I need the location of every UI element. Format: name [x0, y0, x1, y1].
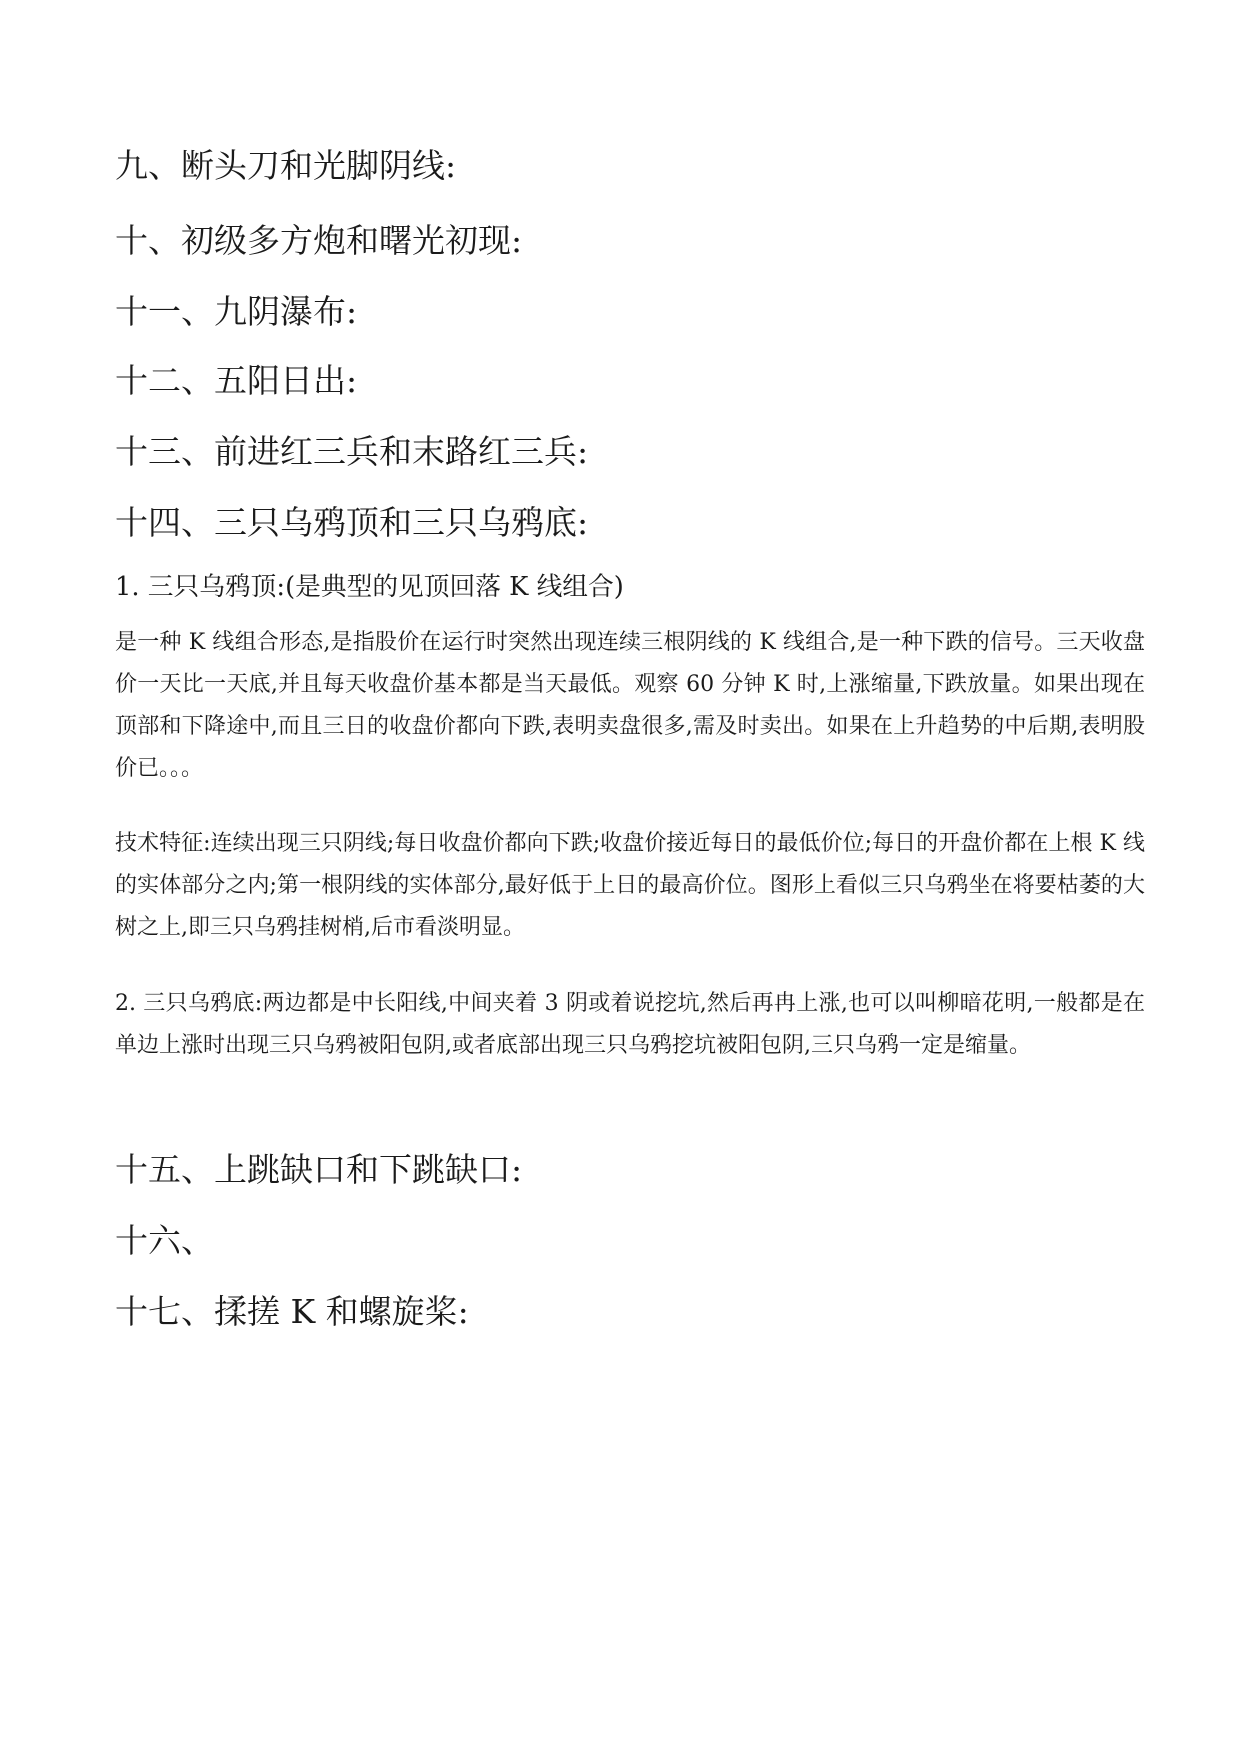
paragraph-three-crows-bottom: 2. 三只乌鸦底:两边都是中长阳线,中间夹着 3 阴或着说挖坑,然后再冉上涨,也可以叫柳暗花明,一般都是在单边上涨时出现三只乌鸦被阳包阴,或者底部出现三只乌鸦挖坑被阳包阴,三只乌鸦一定是缩量。	[115, 991, 1145, 1058]
heading-section-11: 十一、九阴瀑布:	[115, 292, 358, 331]
heading-section-16: 十六、	[115, 1221, 214, 1260]
paragraph-technical-features: 技术特征:连续出现三只阴线;每日收盘价都向下跌;收盘价接近每日的最低价位;每日的开盘价都在上根 K 线的实体部分之内;第一根阴线的实体部分,最好低于上日的最高价位。图形上看似三只乌鸦坐在将要枯萎的大树之上,即三只乌鸦挂树梢,后市看淡明显。	[115, 831, 1145, 940]
paragraph-three-crows-definition: 是一种 K 线组合形态,是指股价在运行时突然出现连续三根阴线的 K 线组合,是一种下跌的信号。三天收盘价一天比一天底,并且每天收盘价基本都是当天最低。观察 60 分钟 K 时,上涨缩量,下跌放量。如果出现在顶部和下降途中,而且三日的收盘价都向下跌,表明卖盘很多,需及时卖出。如果在上升趋势的中后期,表明股价已。。。	[115, 630, 1145, 781]
subheading-three-crows-top: 1. 三只乌鸦顶:(是典型的见顶回落 K 线组合)	[115, 572, 624, 602]
heading-section-12: 十二、五阳日出:	[115, 361, 358, 400]
heading-section-15: 十五、上跳缺口和下跳缺口:	[115, 1150, 523, 1189]
heading-section-13: 十三、前进红三兵和末路红三兵:	[115, 432, 589, 471]
heading-section-14: 十四、三只乌鸦顶和三只乌鸦底:	[115, 503, 589, 542]
heading-section-10: 十、初级多方炮和曙光初现:	[115, 221, 523, 260]
heading-section-9: 九、断头刀和光脚阴线:	[115, 146, 457, 185]
heading-section-17: 十七、揉搓 K 和螺旋桨:	[115, 1292, 469, 1331]
